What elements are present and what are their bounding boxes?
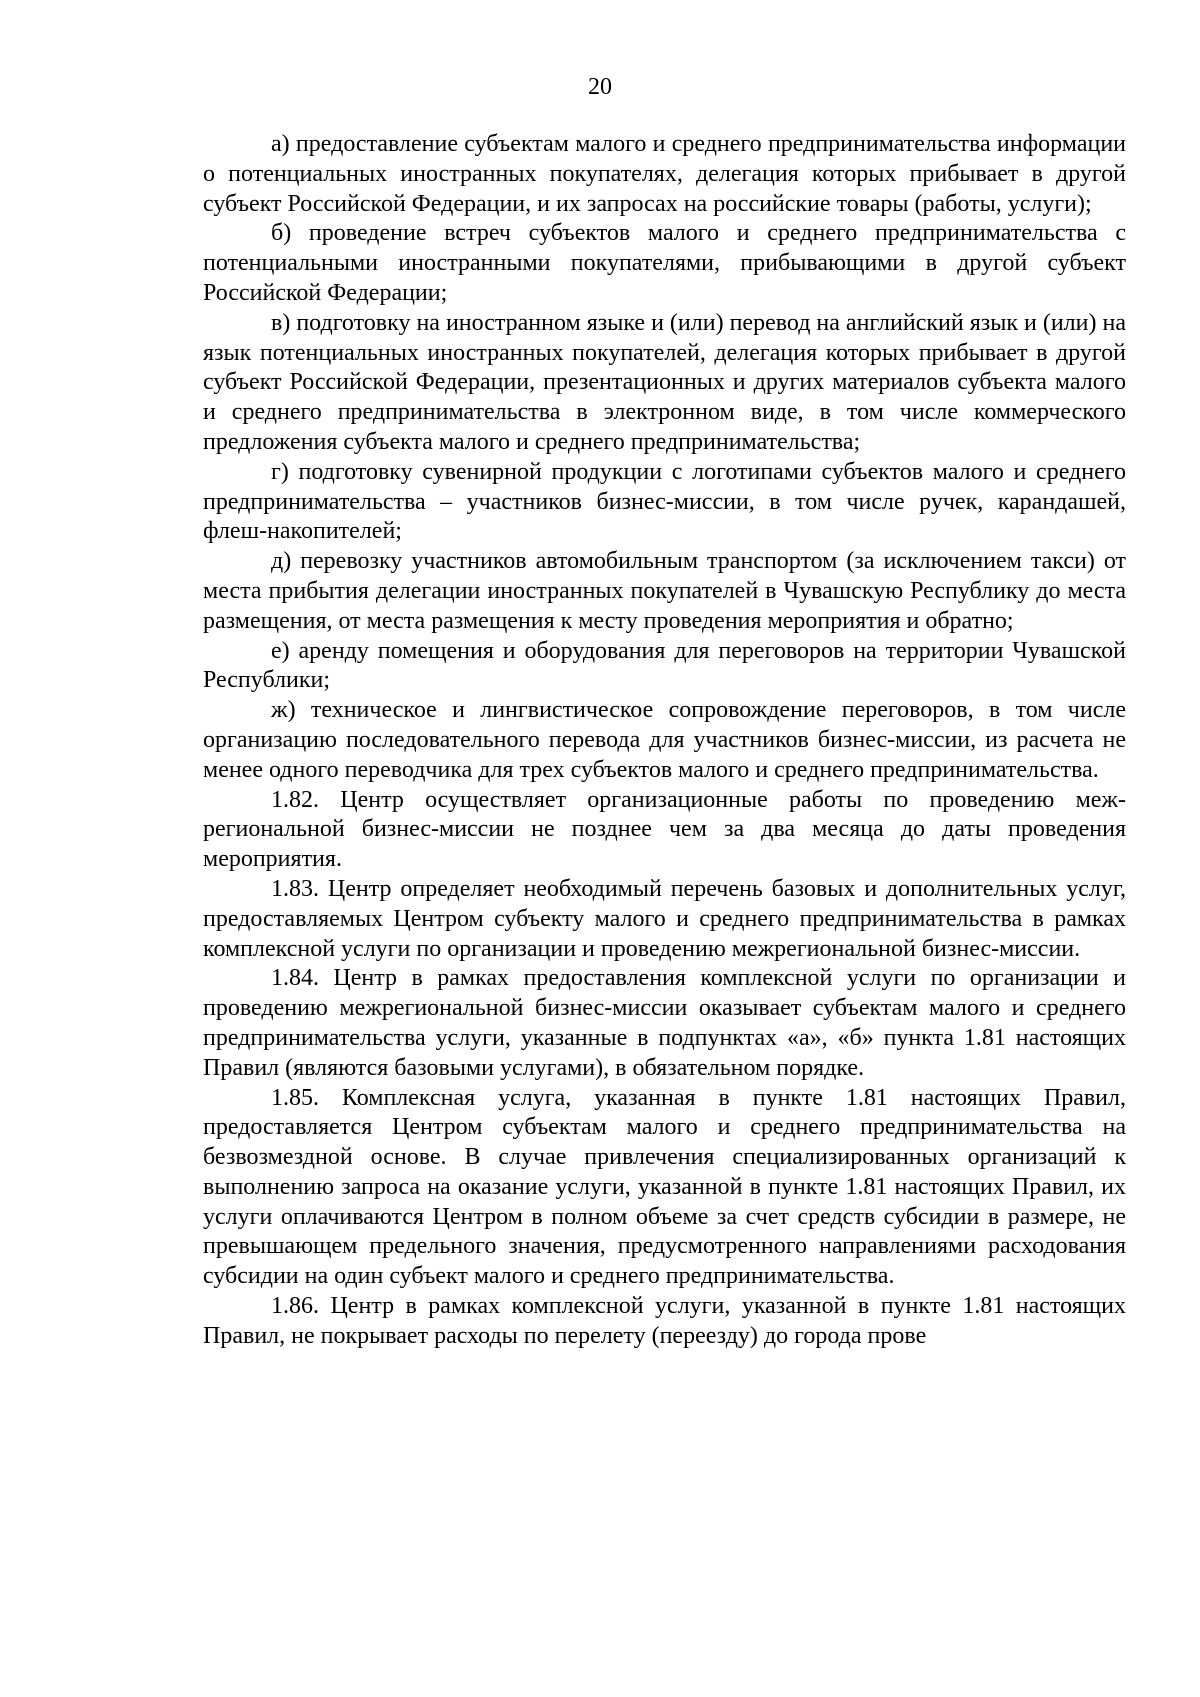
paragraph-1-82: 1.82. Центр осуществляет организационные работы по проведению межрегиональной бизнес-миссии не позднее чем за два месяца до даты проведения мероприятия. (203, 786, 1126, 873)
paragraph-subitem-e: е) аренду помещения и оборудования для переговоров на территории Чувашской Республики; (203, 637, 1126, 694)
paragraph-subitem-d: д) перевозку участников автомобильным транспортом (за исключением такси) от места прибытия делегации иностранных покупателей в Чувашскую Республику до места размещения, от места размещения к месту проведения мероприятия и обратно; (203, 548, 1126, 634)
paragraph-subitem-zh: ж) техническое и лингвистическое сопровождение переговоров, в том числе организацию последовательного перевода для участников бизнес-миссии, из расчета не менее одного переводчика для трех субъектов малого и среднего предпринимательства. (203, 697, 1126, 783)
paragraph-subitem-g: г) подготовку сувенирной продукции с логотипами субъектов малого и среднего предпринимательства – участников бизнес-миссии, в том числе ручек, карандашей, флеш-накопителей; (203, 458, 1126, 545)
paragraph-subitem-b: б) проведение встреч субъектов малого и среднего предпринимательства с потенциальными иностранными покупателями, прибывающими в другой субъект Российской Федерации; (203, 220, 1126, 306)
paragraph-subitem-v: в) подготовку на иностранном языке и (или) перевод на английский язык и (или) на язык потенциальных иностранных покупателей, делегация которых прибывает в другой субъект Российской Федерации, презентационных и других материалов субъекта малого и среднего предпринимательства в электронном виде, в том числе коммерческого предложения субъекта малого и среднего предпринимательства; (203, 309, 1126, 455)
page-number: 20 (588, 74, 612, 100)
paragraph-1-83: 1.83. Центр определяет необходимый перечень базовых и дополнительных услуг, предоставляемых Центром субъекту малого и среднего предпринимательства в рамках комплексной услуги по организации и проведению межрегиональной бизнес-миссии. (203, 875, 1126, 962)
document-body (203, 130, 1126, 1352)
paragraph-1-86: 1.86. Центр в рамках комплексной услуги, указанной в пункте 1.81 настоящих Правил, не покрывает расходы по перелету (переезду) до города прове (203, 1293, 1126, 1349)
paragraph-1-84: 1.84. Центр в рамках предоставления комплексной услуги по организации и проведению межрегиональной бизнес-миссии оказывает субъектам малого и среднего предпринимательства услуги, указанные в подпунктах «а», «б» пункта 1.81 настоящих Правил (являются базовыми услугами), в обязательном порядке. (203, 965, 1126, 1081)
paragraph-subitem-a: а) предоставление субъектам малого и среднего предпринимательства информации о потенциальных иностранных покупателях, делегация которых прибывает в другой субъект Российской Федерации, и их запросах на российские товары (работы, услуги); (203, 131, 1126, 217)
paragraph-1-85: 1.85. Комплексная услуга, указанная в пункте 1.81 настоящих Правил, предоставляется Центром субъектам малого и среднего предпринимательства на безвозмездной основе. В случае привлечения специализированных организаций к выполнению запроса на оказание услуги, указанной в пункте 1.81 настоящих Правил, их услуги оплачиваются Центром в полном объеме за счет средств субсидии в размере, не превышающем предельного значения, предусмотренного направлениями расходования субсидии на один субъект малого и среднего предпринимательства. (203, 1084, 1126, 1290)
